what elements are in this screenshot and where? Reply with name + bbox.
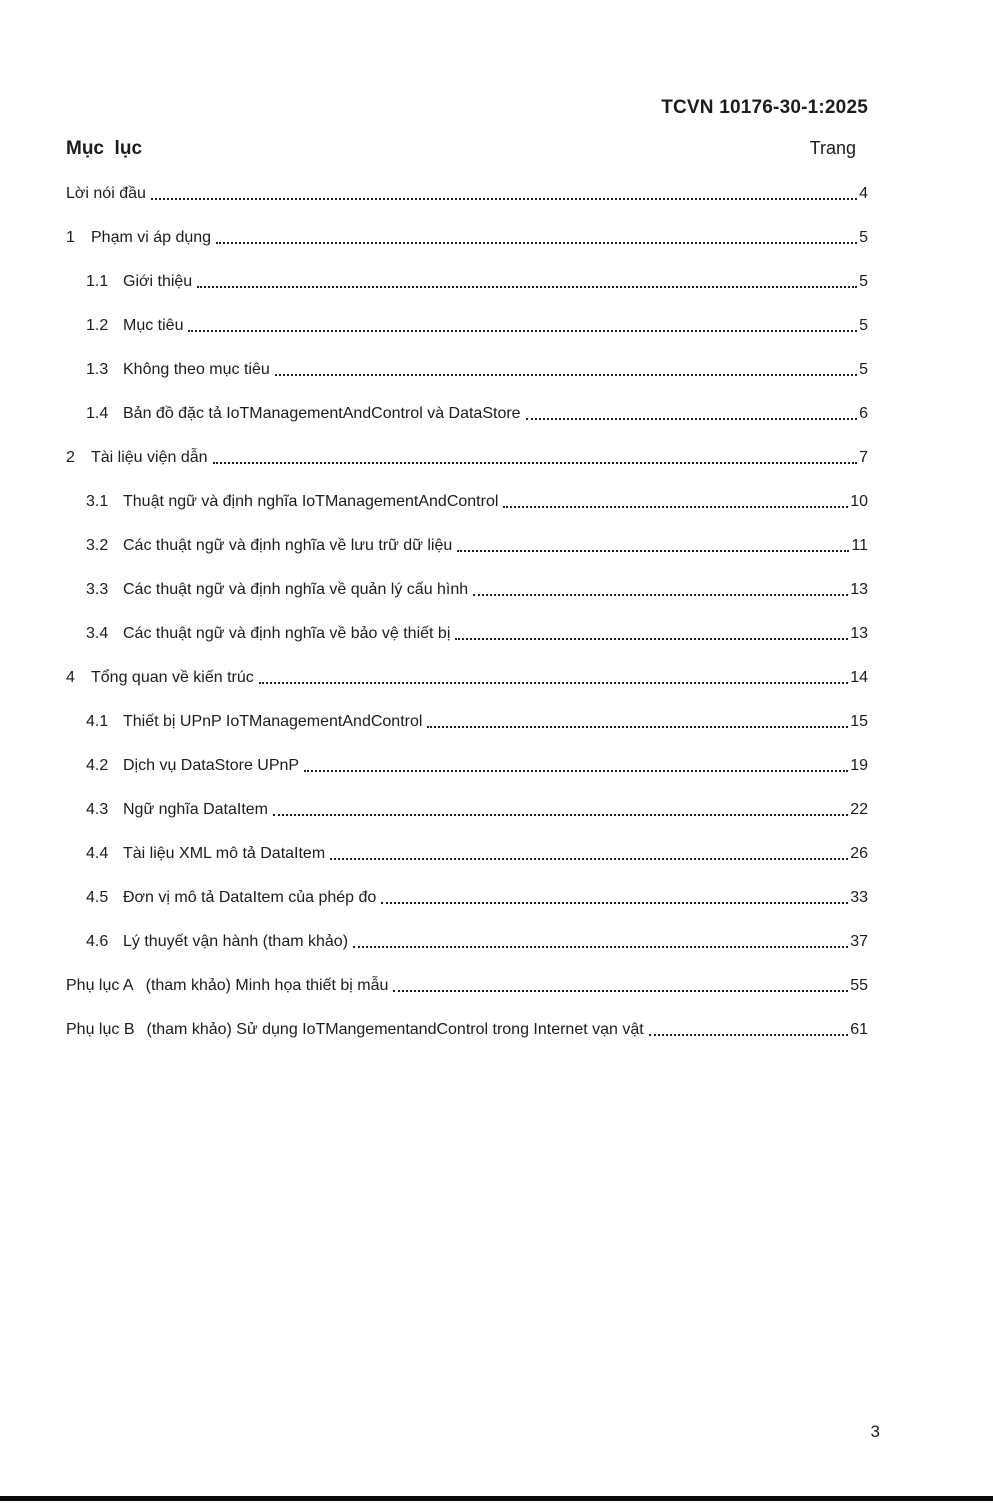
toc-entry-number: 4.5 [86, 889, 109, 906]
toc-entry-number: Phụ lục A [66, 977, 134, 994]
toc-entry-label: Tổng quan về kiến trúc [91, 669, 254, 686]
toc-entry-number: 2 [66, 449, 75, 466]
toc-entry-number: 4.1 [86, 713, 109, 730]
toc-entry-number: 1.1 [86, 273, 109, 290]
toc-entry-page: 10 [850, 493, 868, 510]
toc-entry-number: 1 [66, 229, 75, 246]
toc-entry [66, 668, 868, 687]
toc-entry-page: 14 [850, 669, 868, 686]
toc-entry-label: Các thuật ngữ và định nghĩa về lưu trữ dữ liệu [123, 537, 453, 554]
toc-entry-page: 61 [850, 1021, 868, 1038]
toc-entry-number: 4 [66, 669, 75, 686]
dot-leader [188, 330, 857, 332]
standard-reference: TCVN 10176-30-1:2025 [661, 97, 868, 118]
toc-entry [66, 448, 868, 467]
toc-entry-number: 4.3 [86, 801, 109, 818]
dot-leader [353, 946, 848, 948]
toc-entry-page: 19 [850, 757, 868, 774]
toc-entry-label: Lý thuyết vận hành (tham khảo) [123, 933, 349, 950]
toc-entry-page: 26 [850, 845, 868, 862]
toc-entry-page: 37 [850, 933, 868, 950]
dot-leader [649, 1034, 849, 1036]
toc-entry-page: 13 [850, 625, 868, 642]
toc-entry [66, 360, 868, 379]
page-column-label: Trang [809, 138, 856, 158]
toc-entry-label: Tài liệu XML mô tả DataItem [123, 845, 326, 862]
toc-entry-label: Dịch vụ DataStore UPnP [123, 757, 300, 774]
dot-leader [393, 990, 848, 992]
page-number: 3 [870, 1422, 880, 1441]
dot-leader [455, 638, 848, 640]
dot-leader [273, 814, 848, 816]
toc-entry-number: 1.3 [86, 361, 109, 378]
toc-entry-label: Giới thiệu [123, 273, 193, 290]
toc-entry-label: Đơn vị mô tả DataItem của phép đo [123, 889, 377, 906]
dot-leader [473, 594, 848, 596]
dot-leader [457, 550, 849, 552]
toc-entry-number: Phụ lục B [66, 1021, 135, 1038]
toc-entry-number: 3.4 [86, 625, 109, 642]
toc-entry-page: 15 [850, 713, 868, 730]
toc-entry [66, 492, 868, 511]
toc-entry-label: Không theo mục tiêu [123, 361, 270, 378]
toc-entry [66, 844, 868, 863]
toc-entry-label: Lời nói đầu [66, 185, 146, 202]
toc-entry-label: Tài liệu viện dẫn [91, 449, 208, 466]
toc-entry [66, 580, 868, 599]
toc-entry-page: 4 [859, 185, 868, 202]
toc-entry [66, 228, 868, 247]
scan-edge-artifact [0, 1496, 993, 1501]
dot-leader [503, 506, 848, 508]
dot-leader [381, 902, 848, 904]
toc-entry-page: 33 [850, 889, 868, 906]
dot-leader [330, 858, 848, 860]
toc-entry-label: (tham khảo) Sử dụng IoTMangementandControl trong Internet vạn vật [146, 1021, 644, 1038]
toc-entry-label: Các thuật ngữ và định nghĩa về bảo vệ thiết bị [123, 625, 451, 642]
toc-entry-number: 3.1 [86, 493, 109, 510]
dot-leader [304, 770, 848, 772]
toc-entry [66, 536, 868, 555]
toc-title: Mục lục [66, 138, 143, 159]
toc-entry-label: Các thuật ngữ và định nghĩa về quản lý cấu hình [123, 581, 469, 598]
toc-entry-page: 55 [850, 977, 868, 994]
toc-entry-page: 11 [851, 537, 868, 554]
toc-entry [66, 712, 868, 731]
toc-header [66, 138, 868, 160]
toc-entry-number: 4.2 [86, 757, 109, 774]
toc-entry-label: Mục tiêu [123, 317, 184, 334]
toc-entry-number: 4.4 [86, 845, 109, 862]
toc-entry-number: 4.6 [86, 933, 109, 950]
dot-leader [213, 462, 858, 464]
toc-entry-page: 13 [850, 581, 868, 598]
toc-entry-label: Thuật ngữ và định nghĩa IoTManagementAndControl [123, 493, 499, 510]
toc-entry-number: 1.4 [86, 405, 109, 422]
toc-entry [66, 888, 868, 907]
toc-entry-page: 7 [859, 449, 868, 466]
toc-entry-number: 3.3 [86, 581, 109, 598]
toc-entry [66, 316, 868, 335]
toc-entry-label: (tham khảo) Minh họa thiết bị mẫu [145, 977, 389, 994]
toc-entry-label: Thiết bị UPnP IoTManagementAndControl [123, 713, 423, 730]
toc-entry [66, 756, 868, 775]
toc-list [66, 184, 868, 1064]
toc-entry [66, 624, 868, 643]
toc-entry [66, 272, 868, 291]
toc-entry-page: 22 [850, 801, 868, 818]
dot-leader [216, 242, 857, 244]
toc-entry-page: 5 [859, 317, 868, 334]
toc-entry-number: 1.2 [86, 317, 109, 334]
toc-entry [66, 404, 868, 423]
dot-leader [427, 726, 848, 728]
dot-leader [259, 682, 848, 684]
toc-entry-page: 6 [859, 405, 868, 422]
toc-entry [66, 1020, 868, 1039]
toc-entry-label: Bản đồ đặc tả IoTManagementAndControl và DataStore [123, 405, 521, 422]
toc-entry-page: 5 [859, 229, 868, 246]
dot-leader [151, 198, 857, 200]
toc-entry [66, 184, 868, 203]
toc-entry [66, 932, 868, 951]
dot-leader [275, 374, 857, 376]
toc-entry-page: 5 [859, 273, 868, 290]
toc-entry-number: 3.2 [86, 537, 109, 554]
toc-entry [66, 800, 868, 819]
dot-leader [526, 418, 858, 420]
toc-entry-label: Ngữ nghĩa DataItem [123, 801, 269, 818]
dot-leader [197, 286, 857, 288]
toc-entry-page: 5 [859, 361, 868, 378]
toc-entry-label: Phạm vi áp dụng [91, 229, 212, 246]
toc-entry [66, 976, 868, 995]
